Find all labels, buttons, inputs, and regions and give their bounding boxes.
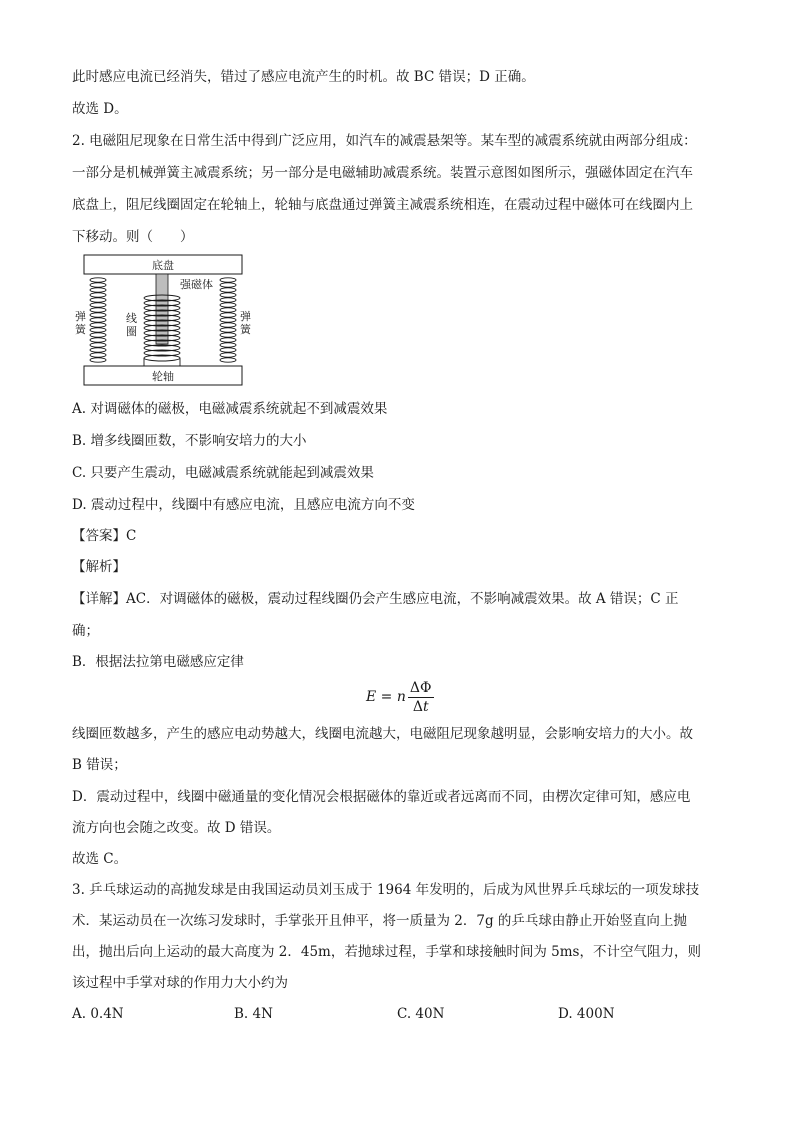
text-line: 术．某运动员在一次练习发球时，手掌张开且伸平，将一质量为 2．7g 的乒乓球由静止开始竖直向上抛 — [72, 913, 687, 929]
left-spring-label-2: 簧 — [75, 323, 86, 336]
right-spring-label-1: 弹 — [240, 310, 251, 323]
choice-c: C. 只要产生震动，电磁减震系统就能起到减震效果 — [72, 465, 374, 481]
q3-option-b: B. 4N — [234, 1006, 273, 1022]
text-line: 此时感应电流已经消失，错过了感应电流产生的时机。故 BC 错误；D 正确。 — [72, 69, 535, 85]
bracket-open: 【 — [72, 559, 86, 575]
coil-label-1: 线 — [126, 312, 137, 325]
text-line: 流方向也会随之改变。故 D 错误。 — [72, 820, 281, 836]
coil-label-2: 圈 — [126, 325, 137, 338]
text-line: 一部分是机械弹簧主减震系统；另一部分是电磁辅助减震系统。装置示意图如图所示，强磁体固定在汽车 — [72, 165, 693, 181]
left-spring-label-1: 弹 — [75, 310, 86, 323]
bracket-open: 【 — [72, 591, 86, 607]
faraday-formula — [366, 677, 434, 717]
text-line: 故选 D。 — [72, 101, 128, 117]
question-2-stem: 2. 电磁阻尼现象在日常生活中得到广泛应用，如汽车的减震悬架等。某车型的减震系统就由两部分组成： — [72, 133, 697, 149]
text-line: D．震动过程中，线圈中磁通量的变化情况会根据磁体的靠近或者远离而不同，由楞次定律可知，感应电 — [72, 789, 691, 805]
question-3-stem: 3. 乒乓球运动的高抛发球是由我国运动员刘玉成于 1964 年发明的，后成为风世界乒乓球坛的一项发球技 — [72, 882, 700, 898]
choice-a: A. 对调磁体的磁极，电磁减震系统就起不到减震效果 — [72, 401, 388, 417]
q3-option-a: A. 0.4N — [72, 1006, 124, 1022]
right-spring-label-2: 簧 — [240, 323, 251, 336]
formula-equals: = — [376, 689, 397, 705]
bracket-close: 】 — [112, 528, 126, 544]
detail-heading: 详解 — [85, 591, 113, 607]
text-line: 出，抛出后向上运动的最大高度为 2．45m，若抛球过程，手掌和球接触时间为 5ms，不计空气阻力，则 — [72, 944, 701, 960]
bracket-close: 】 — [112, 559, 126, 575]
left-spring — [90, 278, 106, 362]
answer-heading: 答案 — [85, 528, 113, 544]
chassis-label: 底盘 — [152, 259, 174, 272]
answer-value: C — [126, 528, 137, 544]
right-spring — [220, 278, 236, 362]
q3-option-d: D. 400N — [558, 1006, 615, 1022]
text-line: 底盘上，阻尼线圈固定在轮轴上，轮轴与底盘通过弹簧主减震系统相连，在震动过程中磁体可在线圈内上 — [72, 197, 693, 213]
q3-option-c: C. 40N — [397, 1006, 445, 1022]
formula-numerator: ΔΦ — [409, 679, 432, 696]
detail-text: AC．对调磁体的磁极，震动过程线圈仍会产生感应电流，不影响减震效果。故 A 错误；C 正 — [126, 591, 679, 607]
answer-line — [72, 527, 136, 545]
formula-t: t — [422, 698, 429, 715]
choice-b: B. 增多线圈匝数，不影响安培力的大小 — [72, 433, 307, 449]
formula-n: n — [396, 689, 406, 705]
text-line: B 错误； — [72, 757, 127, 773]
axle-label: 轮轴 — [152, 370, 174, 383]
text-line: 线圈匝数越多，产生的感应电动势越大，线圈电流越大，电磁阻尼现象越明显，会影响安培力的大小。故 — [72, 726, 693, 742]
formula-fraction — [408, 680, 434, 715]
bracket-close: 】 — [112, 591, 126, 607]
analysis-heading-line — [72, 558, 126, 576]
formula-delta: Δ — [412, 698, 423, 715]
formula-denominator — [413, 698, 429, 715]
detail-line — [72, 590, 679, 608]
text-line: 该过程中手掌对球的作用力大小约为 — [72, 975, 288, 991]
magnet-label: 强磁体 — [180, 278, 213, 291]
damper-diagram — [75, 254, 251, 388]
choice-d: D. 震动过程中，线圈中有感应电流，且感应电流方向不变 — [72, 497, 415, 513]
magnet-bar — [156, 274, 168, 344]
text-line: B．根据法拉第电磁感应定律 — [72, 654, 244, 670]
text-line: 故选 C。 — [72, 851, 128, 867]
text-line: 下移动。则（ ） — [72, 229, 194, 245]
analysis-heading: 解析 — [85, 559, 113, 575]
bracket-open: 【 — [72, 528, 86, 544]
text-line: 确； — [72, 623, 99, 639]
formula-lhs: E — [366, 689, 377, 705]
